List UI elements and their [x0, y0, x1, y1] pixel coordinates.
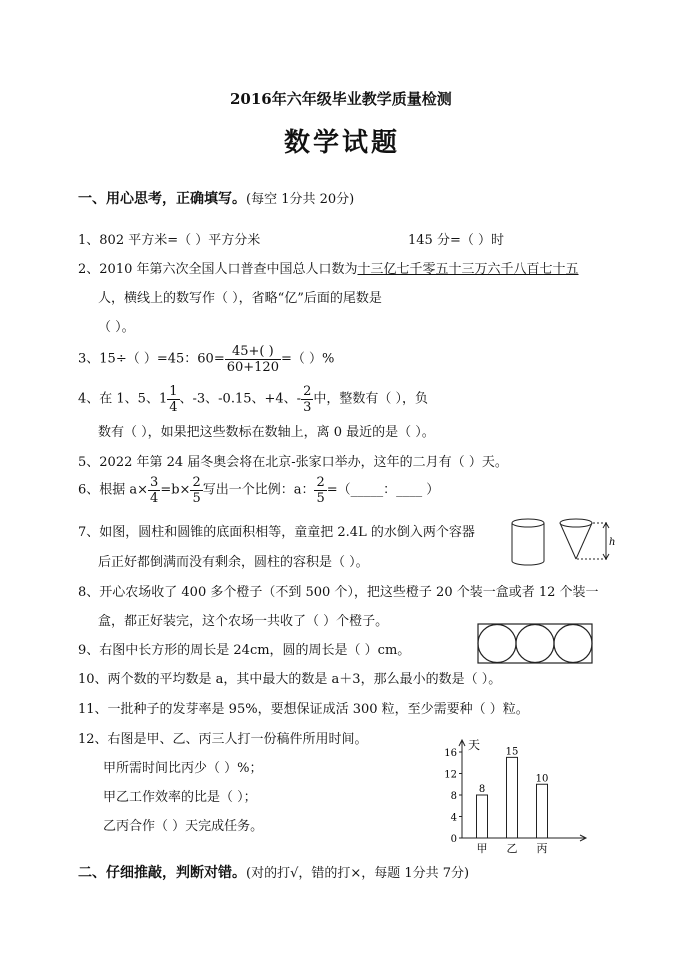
circle-shape [516, 625, 554, 663]
question-11: 11、一批种子的发芽率是 95%，要想保证成活 300 粒，至少需要种（ ）粒。 [78, 702, 529, 717]
question-4-fraction-2 [301, 384, 313, 415]
question-6-pre: 6、根据 a× [78, 482, 149, 498]
y-tick-label: 8 [450, 791, 457, 802]
question-6-fraction-1 [148, 475, 160, 506]
question-2-line1 [78, 262, 579, 278]
question-4-line1 [78, 384, 428, 415]
fraction-denominator: 3 [303, 400, 312, 415]
section1-note: (每空 1分共 20分) [246, 192, 355, 207]
fraction-numerator: 3 [150, 475, 159, 490]
question-6-post: =（_____：____ ） [326, 482, 440, 498]
question-5: 5、2022 年第 24 届冬奥会将在北京-张家口举办，这年的二月有（ ）天。 [78, 455, 508, 470]
circle-shape [478, 625, 516, 663]
question-8-line2: 盒，都正好装完，这个农场一共收了（ ）个橙子。 [98, 614, 389, 629]
fraction-denominator: 5 [316, 491, 325, 506]
rectangle-circles-figure [477, 622, 595, 666]
x-category-label: 乙 [506, 842, 518, 855]
question-3-pre: 3、15÷（ ）=45：60= [78, 351, 225, 367]
exam-subtitle: 2016年六年级毕业教学质量检测 [230, 90, 452, 108]
fraction-numerator: 2 [316, 475, 325, 490]
question-4-post: 中，整数有（ ），负 [313, 391, 428, 407]
question-9: 9、右图中长方形的周长是 24cm，圆的周长是（ ）cm。 [78, 643, 411, 658]
fraction-denominator: 5 [192, 491, 201, 506]
x-category-label: 丙 [536, 842, 548, 855]
question-4-line2: 数有（ ），如果把这些数标在数轴上，离 0 最近的是（ ）。 [98, 425, 435, 440]
section1-title: 一、用心思考，正确填写。 [78, 191, 246, 207]
question-8-line1: 8、开心农场收了 400 多个橙子（不到 500 个），把这些橙子 20 个装一盒或者 12 个装一 [78, 585, 599, 600]
question-6 [78, 475, 439, 506]
bar-data-label: 10 [535, 773, 549, 785]
question-6-fraction-3 [314, 475, 326, 506]
question-3-fraction [225, 344, 281, 375]
section2-heading [78, 862, 469, 882]
height-marker [577, 523, 615, 559]
question-2-line3: （ ）。 [98, 320, 135, 335]
question-1b: 145 分=（ ）时 [408, 233, 504, 248]
question-12b: 甲乙工作效率的比是（ ）； [103, 790, 257, 805]
question-2-text: 2、2010 年第六次全国人口普查中国总人口数为 [78, 262, 358, 277]
fraction-denominator: 4 [150, 491, 159, 506]
question-4-fraction-1 [167, 384, 179, 415]
y-tick-label: 12 [444, 769, 457, 781]
question-3-numerator: 45+( ) [225, 344, 281, 360]
bar-chart [440, 736, 590, 858]
question-6-mid: =b× [160, 482, 191, 498]
bar-data-label: 8 [478, 784, 486, 795]
cylinder-cone-figure [506, 514, 616, 574]
bar [477, 795, 488, 838]
question-10: 10、两个数的平均数是 a，其中最大的数是 a＋3，那么最小的数是（ ）。 [78, 672, 502, 687]
question-6-mid2: 写出一个比例：a： [202, 482, 315, 498]
bar [507, 757, 518, 838]
exam-title: 数学试题 [284, 128, 401, 158]
question-2-underlined-number: 十三亿七千零五十三万六千八百七十五 [357, 262, 579, 277]
question-4-mid: 、-3、-0.15、+4、- [179, 391, 302, 407]
fraction-numerator: 2 [192, 475, 201, 490]
cone-shape [560, 519, 592, 559]
bar [537, 784, 548, 838]
question-2-line2: 人，横线上的数写作（ ），省略“亿”后面的尾数是 [98, 291, 382, 306]
question-7-line2: 后正好都倒满而没有剩余，圆柱的容积是（ ）。 [98, 555, 369, 570]
question-12: 12、右图是甲、乙、丙三人打一份稿件所用时间。 [78, 732, 368, 747]
section1-heading [78, 188, 354, 208]
fraction-denominator: 4 [169, 400, 178, 415]
bar-data-label: 15 [505, 746, 519, 758]
section2-title: 二、仔细推敲，判断对错。 [78, 865, 246, 881]
y-axis-label: 天 [468, 738, 481, 752]
y-tick-label: 0 [450, 834, 457, 845]
cylinder-shape [512, 519, 544, 565]
question-3-post: =（ ）% [280, 351, 335, 367]
question-7-line1: 7、如图，圆柱和圆锥的底面积相等，童童把 2.4L 的水倒入两个容器 [78, 525, 475, 540]
question-12c: 乙丙合作（ ）天完成任务。 [103, 819, 264, 834]
question-6-fraction-2 [190, 475, 202, 506]
question-12a: 甲所需时间比丙少（ ）%； [103, 761, 263, 776]
circle-shape [554, 625, 592, 663]
fraction-numerator: 2 [303, 384, 312, 399]
question-3-denominator: 60+120 [226, 360, 279, 375]
fraction-numerator: 1 [169, 384, 178, 399]
x-category-label: 甲 [476, 842, 488, 855]
y-tick-label: 16 [444, 748, 457, 759]
height-label: h [609, 537, 616, 548]
question-4-pre: 4、在 1、5、1 [78, 391, 168, 407]
question-1a: 1、802 平方米=（ ）平方分米 [78, 233, 261, 248]
y-tick-label: 4 [450, 812, 457, 824]
rectangle-shape [478, 624, 592, 663]
section2-note: (对的打√，错的打×，每题 1分共 7分) [246, 866, 470, 881]
question-3 [78, 344, 334, 375]
